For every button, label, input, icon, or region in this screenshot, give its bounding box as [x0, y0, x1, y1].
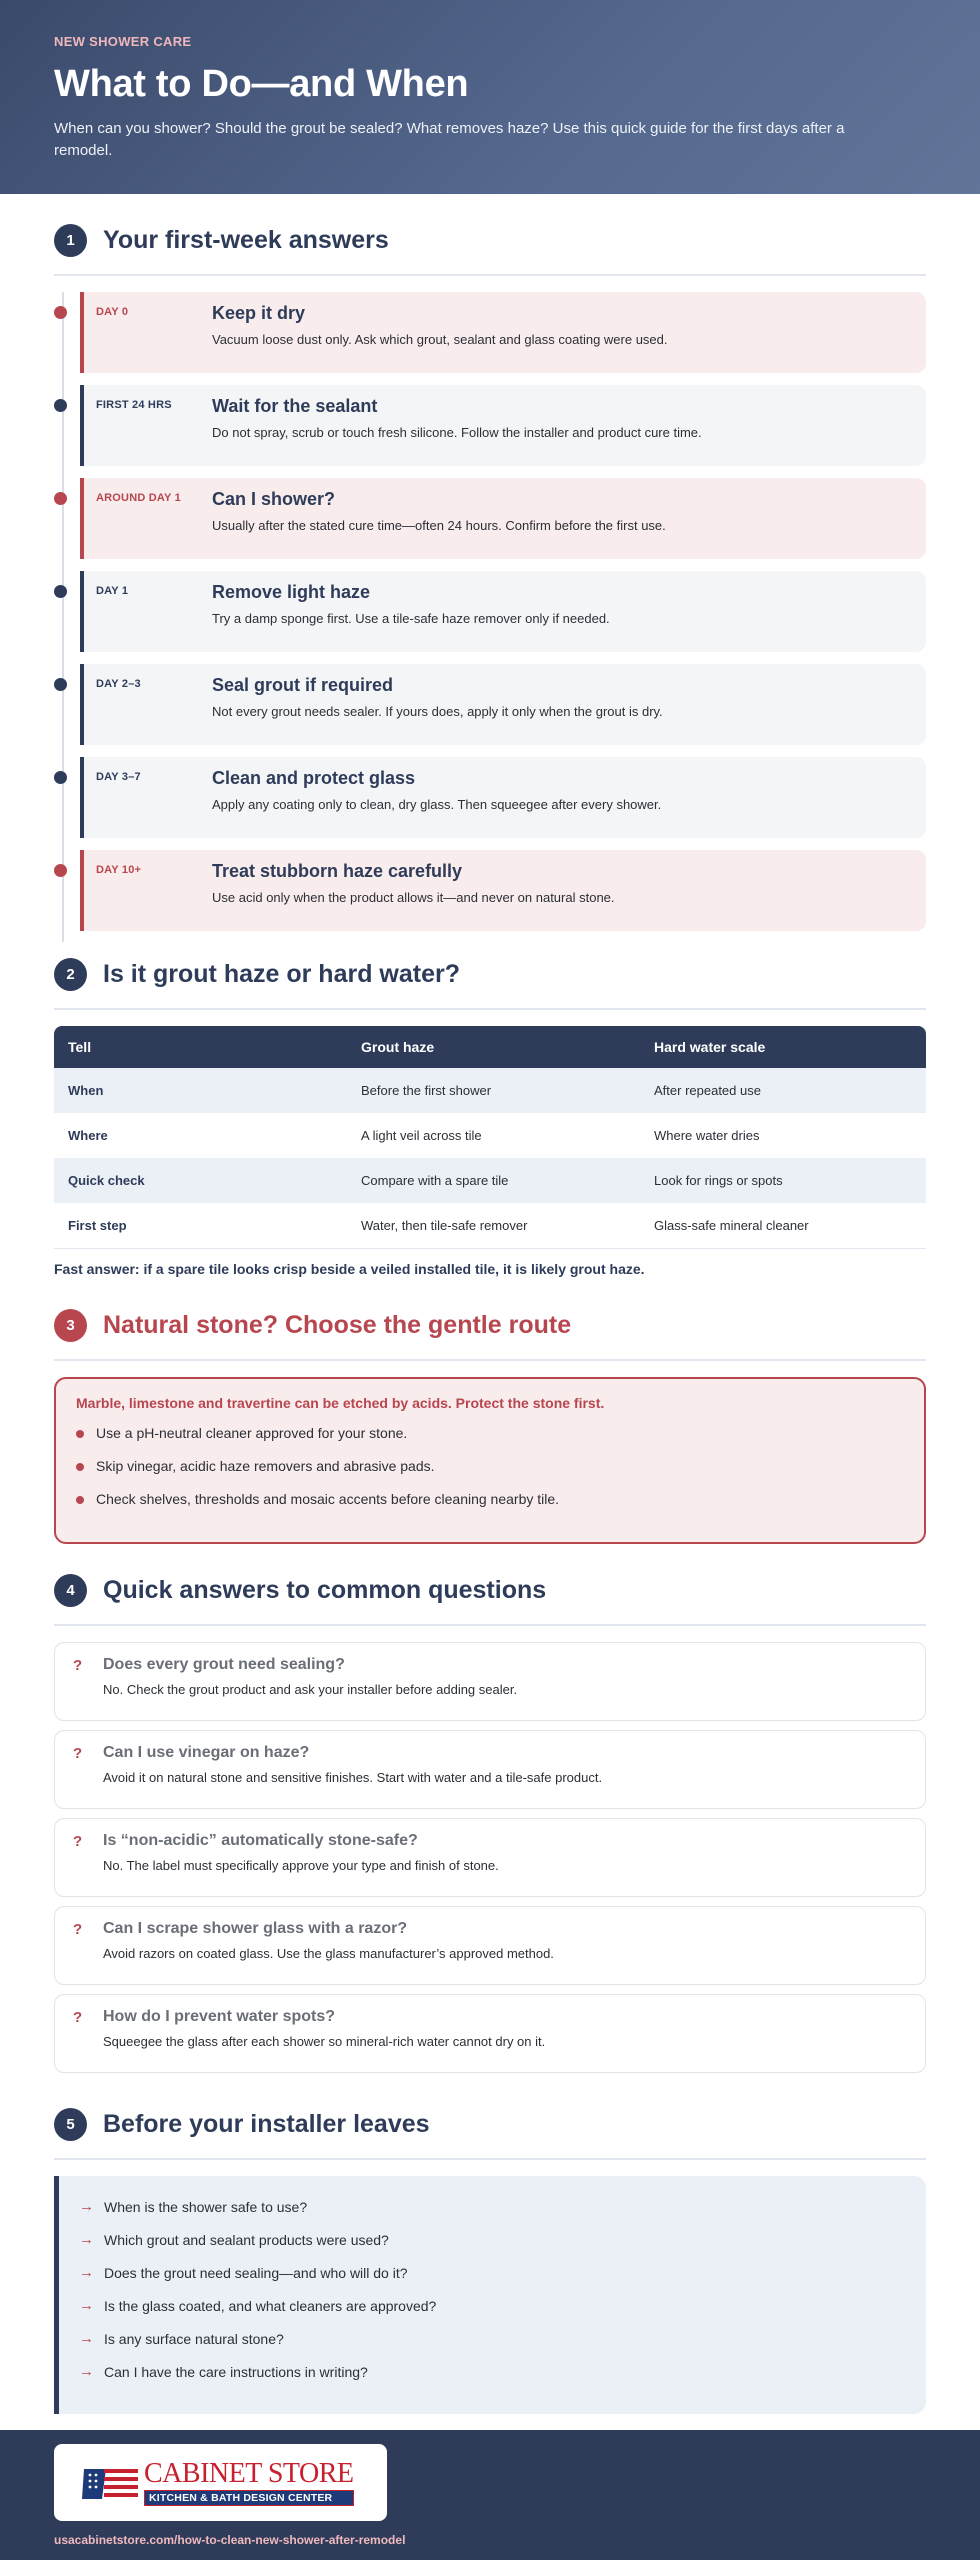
comparison-table [54, 1026, 926, 1248]
checklist-text: Is any surface natural stone? [104, 2330, 284, 2347]
stone-tip-text: Check shelves, thresholds and mosaic accents before cleaning nearby tile. [96, 1491, 560, 1507]
timeline-day: DAY 2–3 [96, 678, 141, 690]
table-cell: Where water dries [654, 1128, 760, 1143]
bullet-dot-icon [76, 1430, 84, 1438]
arrow-right-icon: → [79, 2231, 94, 2248]
section-header [54, 2106, 926, 2142]
table-cell: Glass-safe mineral cleaner [654, 1218, 809, 1233]
footer [0, 2430, 980, 2560]
section-faq [54, 1572, 926, 2073]
arrow-right-icon: → [79, 2330, 94, 2347]
page-title: What to Do—and When [54, 63, 469, 105]
table-cell: Where [68, 1128, 108, 1143]
hero-eyebrow: NEW SHOWER CARE [54, 34, 192, 49]
faq-question: How do I prevent water spots? [103, 2008, 336, 2025]
timeline [54, 292, 926, 931]
faq-question: Can I use vinegar on haze? [103, 1744, 310, 1761]
section-divider [54, 2158, 926, 2160]
arrow-right-icon: → [79, 2264, 94, 2281]
faq-answer: Avoid razors on coated glass. Use the glass manufacturer’s approved method. [103, 1946, 554, 1961]
hero-header [0, 0, 980, 194]
table-cell: Compare with a spare tile [347, 1158, 640, 1203]
timeline-dot-icon [54, 678, 67, 691]
section-header [54, 1572, 926, 1608]
timeline-title: Clean and protect glass [212, 768, 416, 788]
timeline-day: DAY 0 [96, 306, 129, 318]
timeline-day: DAY 3–7 [96, 771, 141, 783]
table-header-tell: Tell [54, 1026, 347, 1068]
section-number: 1 [54, 224, 87, 257]
table-row [54, 1113, 926, 1158]
faq-item[interactable] [54, 1730, 926, 1809]
timeline-dot-icon [54, 585, 67, 598]
footer-url-link[interactable]: usacabinetstore.com/how-to-clean-new-shower-after-remodel [54, 2533, 406, 2547]
question-mark-icon: ? [73, 2009, 83, 2026]
timeline-item [80, 385, 926, 466]
question-mark-icon: ? [73, 1657, 83, 1674]
logo-text [144, 2457, 354, 2506]
table-cell: First step [68, 1218, 127, 1233]
table-divider [54, 1248, 926, 1249]
faq-answer: No. The label must specifically approve your type and finish of stone. [103, 1858, 499, 1873]
timeline-dot-icon [54, 492, 67, 505]
table-row [54, 1158, 926, 1203]
question-mark-icon: ? [73, 1833, 83, 1850]
section-header [54, 1307, 926, 1343]
stone-tip [76, 1458, 904, 1491]
stone-warning-box [54, 1377, 926, 1544]
checklist-text: Does the grout need sealing—and who will do it? [104, 2264, 408, 2281]
usa-flag-logo-icon [82, 2461, 140, 2505]
faq-answer: No. Check the grout product and ask your installer before adding sealer. [103, 1682, 518, 1697]
faq-question: Is “non-acidic” automatically stone-safe? [103, 1832, 418, 1849]
faq-item[interactable] [54, 1994, 926, 2073]
section-divider [54, 1008, 926, 1010]
section-number: 5 [54, 2108, 87, 2141]
hero-intro: When can you shower? Should the grout be sealed? What removes haze? Use this quick guide for the first days after a remodel. [54, 120, 845, 159]
stone-tip [76, 1491, 904, 1524]
timeline-day: FIRST 24 HRS [96, 399, 172, 411]
section-header [54, 222, 926, 258]
timeline-item [80, 757, 926, 838]
logo-tagline: KITCHEN & BATH DESIGN CENTER [144, 2490, 354, 2506]
table-cell: Quick check [54, 1158, 347, 1203]
section-number: 2 [54, 958, 87, 991]
table-cell: A light veil across tile [361, 1128, 482, 1143]
table-cell: Before the first shower [347, 1068, 640, 1113]
stone-tip-text: Use a pH-neutral cleaner approved for your stone. [96, 1425, 408, 1441]
checklist-item [79, 2223, 926, 2256]
checklist-text: Can I have the care instructions in writing? [104, 2363, 368, 2380]
timeline-title: Can I shower? [212, 489, 336, 509]
timeline-day: DAY 1 [96, 585, 129, 597]
timeline-desc: Not every grout needs sealer. If yours does, apply it only when the grout is dry. [212, 704, 663, 719]
table-cell: When [54, 1068, 347, 1113]
faq-item[interactable] [54, 1906, 926, 1985]
section-title: Is it grout haze or hard water? [103, 959, 460, 988]
timeline-desc: Vacuum loose dust only. Ask which grout, sealant and glass coating were used. [212, 332, 668, 347]
faq-answer: Squeegee the glass after each shower so mineral-rich water cannot dry on it. [103, 2034, 546, 2049]
timeline-item [80, 571, 926, 652]
checklist-text: Is the glass coated, and what cleaners are approved? [104, 2297, 437, 2314]
timeline-day: AROUND DAY 1 [96, 492, 181, 504]
arrow-right-icon: → [79, 2363, 94, 2380]
timeline-title: Remove light haze [212, 582, 371, 602]
section-natural-stone [54, 1307, 926, 1544]
timeline-desc: Do not spray, scrub or touch fresh silicone. Follow the installer and product cure time. [212, 425, 702, 440]
section-title: Before your installer leaves [103, 2109, 430, 2138]
bullet-dot-icon [76, 1496, 84, 1504]
faq-item[interactable] [54, 1642, 926, 1721]
timeline-title: Seal grout if required [212, 675, 394, 695]
section-title: Natural stone? Choose the gentle route [103, 1310, 572, 1339]
stone-warning-lead: Marble, limestone and travertine can be etched by acids. Protect the stone first. [76, 1395, 605, 1411]
checklist-text: When is the shower safe to use? [104, 2198, 308, 2215]
section-divider [54, 1359, 926, 1361]
checklist-item [79, 2289, 926, 2322]
checklist-item [79, 2322, 926, 2355]
checklist-item [79, 2190, 926, 2223]
section-number: 4 [54, 1574, 87, 1607]
bullet-dot-icon [76, 1463, 84, 1471]
section-divider [54, 274, 926, 276]
timeline-dot-icon [54, 306, 67, 319]
arrow-right-icon: → [79, 2198, 94, 2215]
timeline-title: Keep it dry [212, 303, 306, 323]
timeline-dot-icon [54, 864, 67, 877]
checklist-item [79, 2256, 926, 2289]
checklist-item [79, 2355, 926, 2388]
section-haze-vs-water [54, 956, 926, 1277]
table-row [54, 1203, 926, 1248]
faq-item[interactable] [54, 1818, 926, 1897]
installer-checklist [54, 2176, 926, 2414]
timeline-title: Treat stubborn haze carefully [212, 861, 463, 881]
faq-question: Does every grout need sealing? [103, 1656, 345, 1673]
timeline-line [62, 292, 64, 942]
table-header-hard-water: Hard water scale [640, 1026, 926, 1068]
faq-list [54, 1642, 926, 2073]
section-installer-checklist [54, 2106, 926, 2414]
stone-tips-list [76, 1425, 904, 1524]
table-header-grout-haze: Grout haze [347, 1026, 640, 1068]
timeline-dot-icon [54, 399, 67, 412]
question-mark-icon: ? [73, 1745, 83, 1762]
timeline-dot-icon [54, 771, 67, 784]
timeline-desc: Use acid only when the product allows it—and never on natural stone. [212, 890, 615, 905]
timeline-desc: Apply any coating only to clean, dry glass. Then squeegee after every shower. [212, 797, 662, 812]
faq-question: Can I scrape shower glass with a razor? [103, 1920, 408, 1937]
section-divider [54, 1624, 926, 1626]
table-cell: Water, then tile-safe remover [361, 1218, 528, 1233]
timeline-desc: Usually after the stated cure time—often 24 hours. Confirm before the first use. [212, 518, 666, 533]
checklist-text: Which grout and sealant products were used? [104, 2231, 389, 2248]
timeline-item [80, 292, 926, 373]
timeline-item [80, 478, 926, 559]
timeline-item [80, 850, 926, 931]
arrow-right-icon: → [79, 2297, 94, 2314]
section-first-week [54, 222, 926, 931]
timeline-item [80, 664, 926, 745]
section-header [54, 956, 926, 992]
timeline-desc: Try a damp sponge first. Use a tile-safe haze remover only if needed. [212, 611, 610, 626]
stone-tip [76, 1425, 904, 1458]
faq-answer: Avoid it on natural stone and sensitive finishes. Start with water and a tile-safe product. [103, 1770, 603, 1785]
stone-tip-text: Skip vinegar, acidic haze removers and abrasive pads. [96, 1458, 435, 1474]
table-cell: After repeated use [640, 1068, 926, 1113]
fast-answer: Fast answer: if a spare tile looks crisp beside a veiled installed tile, it is likely grout haze. [54, 1261, 645, 1277]
section-title: Quick answers to common questions [103, 1575, 547, 1604]
table-cell: Look for rings or spots [640, 1158, 926, 1203]
question-mark-icon: ? [73, 1921, 83, 1938]
brand-logo[interactable] [54, 2444, 387, 2521]
timeline-title: Wait for the sealant [212, 396, 378, 416]
section-title: Your first-week answers [103, 225, 389, 254]
table-row [54, 1068, 926, 1113]
logo-wordmark: CABINET STORE [144, 2457, 354, 2489]
section-number: 3 [54, 1309, 87, 1342]
timeline-day: DAY 10+ [96, 864, 142, 876]
